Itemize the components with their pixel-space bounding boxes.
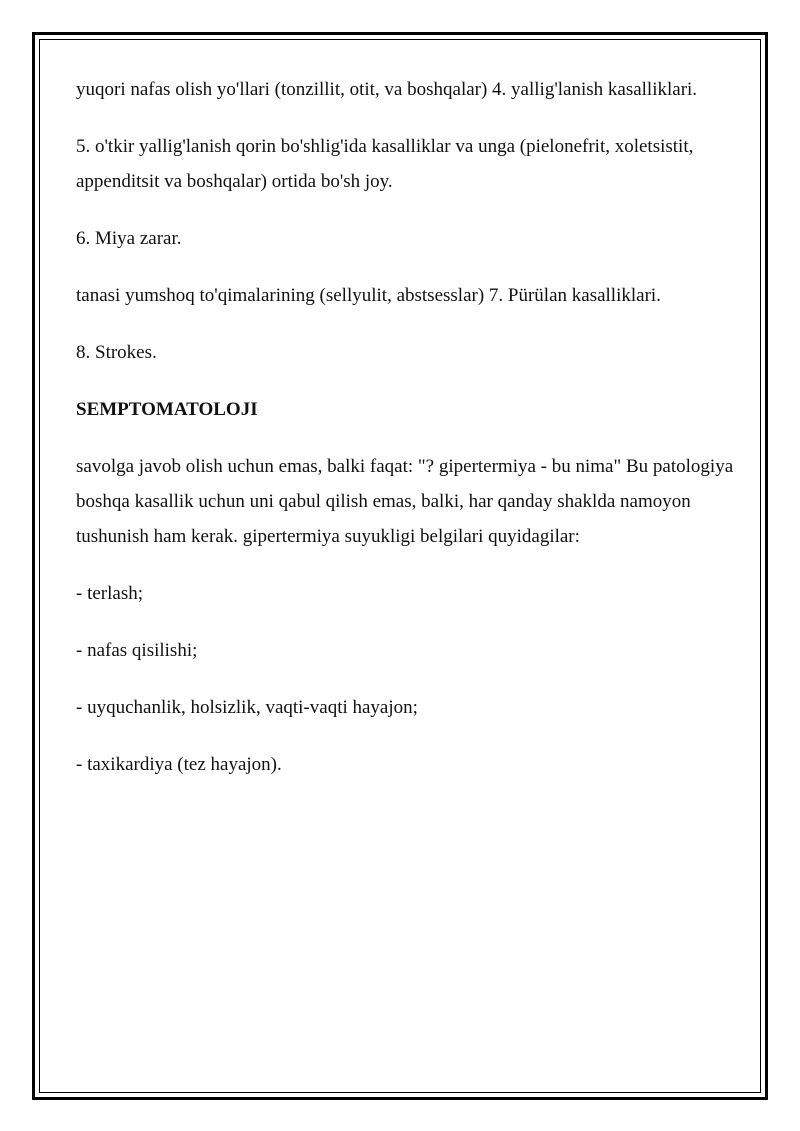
symptom-item-tachycardia: - taxikardiya (tez hayajon). [76,754,282,775]
paragraph-brain-damage: 6. Miya zarar. [76,228,182,249]
symptom-item-sweating: - terlash; [76,583,144,604]
symptom-item-shortness-of-breath: - nafas qisilishi; [76,640,198,661]
symptom-item-drowsiness: - uyquchanlik, holsizlik, vaqti-vaqti hayajon; [76,697,418,718]
paragraph-respiratory-infections: yuqori nafas olish yo'llari (tonzillit, otit, va boshqalar) 4. yallig'lanish kasalliklari. [76,79,698,100]
document-body [76,72,736,804]
paragraph-purulent-diseases: tanasi yumshoq to'qimalarining (sellyulit, abstsesslar) 7. Pürülan kasalliklari. [76,285,661,306]
paragraph-strokes: 8. Strokes. [76,342,157,363]
paragraph-abdominal-inflammation: 5. o'tkir yallig'lanish qorin bo'shlig'ida kasalliklar va unga (pielonefrit, xoletsistit, appenditsit va boshqalar) ortida bo'sh joy. [76,136,694,192]
section-heading-symptomatology: SEMPTOMATOLOJI [76,399,258,420]
paragraph-symptoms-intro: savolga javob olish uchun emas, balki faqat: "? gipertermiya - bu nima" Bu patologiya boshqa kasallik uchun uni qabul qilish emas, balki, har qanday shakldа namoyon tushunish ham kerak. gipertermiya suyukligi belgilari quyidagilar: [76,456,734,547]
